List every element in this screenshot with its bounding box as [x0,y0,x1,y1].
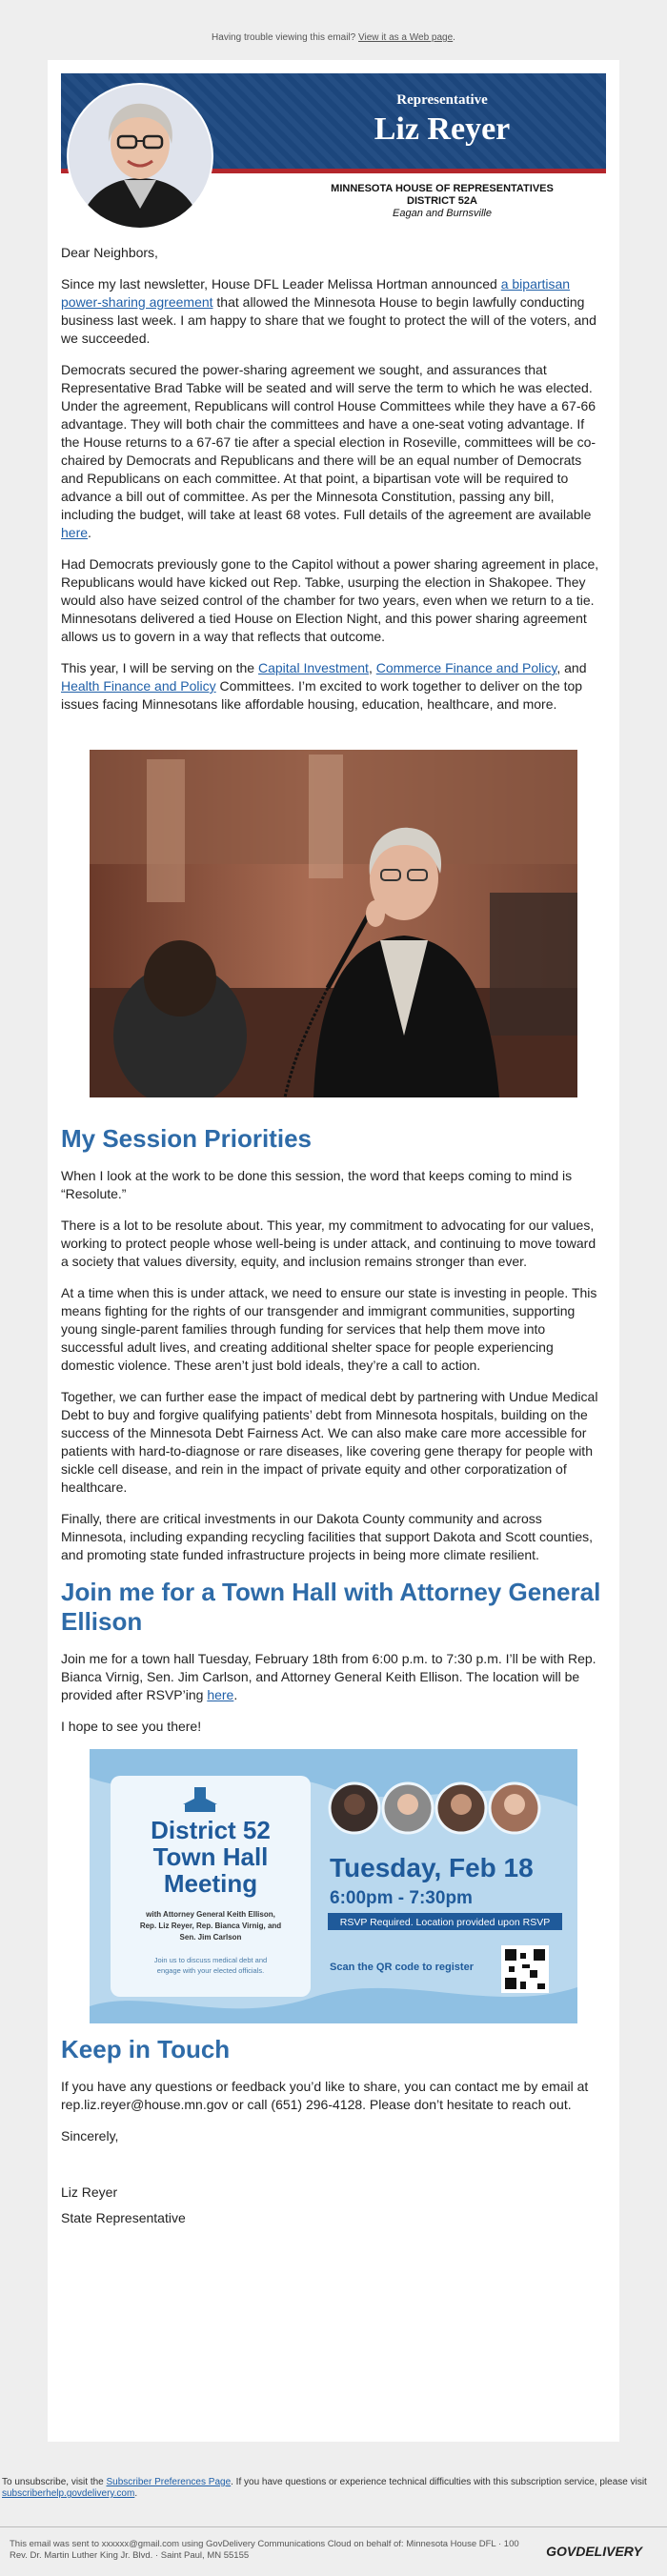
committees-text-a: This year, I will be serving on the [61,660,258,675]
townhall-closing: I hope to see you there! [61,1719,202,1734]
rep-portrait [69,85,212,228]
tabke-paragraph: Had Democrats previously gone to the Capitol without a power sharing agreement in place, Republicans would have kicked out Rep. Tabke, usurping the election in Shakopee. They would also have seized control of the chamber for two years, even when we return to a tie. Minnesotans delivered a tied House on Election Night, and this power sharing agreement allows us to govern in a way that reflects that outcome. [61,556,599,644]
agreement-paragraph [61,361,606,542]
townhall-text: Join me for a town hall Tuesday, February 18th from 6:00 p.m. to 7:30 p.m. I’ll be with Rep. Bianca Virnig, Sen. Jim Carlson, and Attorney General Keith Ellison. The location will be provided after RSVP’ing [61,1651,596,1702]
intro-paragraph [61,275,606,348]
committees-sep-2: , and [556,660,587,675]
portrait-image [69,85,212,228]
priorities-p2: There is a lot to be resolute about. This year, my commitment to advocating for our values, working to protect people whose well-being is under attack, and continuing to move toward a society that values diversity, equity, and inclusion remains stronger than ever. [61,1218,596,1269]
health-finance-link[interactable]: Health Finance and Policy [61,678,216,694]
flyer-qr-prompt: Scan the QR code to register [330,1962,474,1973]
unsub-text-a: To unsubscribe, visit the [2,2477,107,2487]
flyer-join-2: engage with your elected officials. [156,1966,265,1975]
townhall-paragraph [61,1650,606,1704]
capital-investment-link[interactable]: Capital Investment [258,660,369,675]
priorities-p4: Together, we can further ease the impact of medical debt by partnering with Undue Medical Debt to buy and forgive qualifying patients’ debt from Minnesota hospitals, building on the success of the Minnesota Debt Fairness Act. We can also make care more accessible for patients with hard-to-diagnose or rare diseases, like covering gene therapy for people with sickle cell disease, and rein in the impact of private equity and other corporatization of healthcare. [61,1389,598,1495]
flyer-with-3: Sen. Jim Carlson [179,1933,242,1942]
view-in-browser-notice [0,0,667,59]
view-web-page-link[interactable]: View it as a Web page [358,32,454,43]
rsvp-link[interactable]: here [207,1687,234,1702]
house-name: MINNESOTA HOUSE OF REPRESENTATIVES [331,183,554,194]
townhall-text-end: . [233,1687,238,1702]
closing: Sincerely, [61,2128,119,2143]
flyer-join-1: Join us to discuss medical debt and [153,1956,268,1964]
flyer-time: 6:00pm - 7:30pm [330,1888,473,1908]
subscriber-help-link[interactable]: subscriberhelp.govdelivery.com [2,2488,135,2499]
power-sharing-link[interactable]: a bipartisan power-sharing agreement [61,276,571,310]
flyer-title-3: Meeting [163,1869,258,1898]
townhall-heading: Join me for a Town Hall with Attorney General Ellison [61,1578,601,1636]
priorities-p3: At a time when this is under attack, we need to ensure our state is investing in people. This means fighting for the rights of our transgender and immigrant communities, supporting young single-parent families through funding for services that help them move into successful adult lives, and creating additional shelter space for people experiencing domestic violence. These aren’t just bold ideals, they’re a call to action. [61,1285,597,1373]
unsub-text-c: . [134,2488,138,2499]
intro-text-b: that allowed the Minnesota House to begin lawfully conducting business last week. I am happy to share that we fought to protect the will of the voters, and we succeeded. [61,294,596,346]
unsubscribe-notice [0,2477,667,2500]
district-number: DISTRICT 52A [407,195,477,207]
email-footer [0,2477,667,2562]
contact-paragraph: If you have any questions or feedback you’d like to share, you can contact me by email at rep.liz.reyer@house.mn.gov or call (651) 296-4128. Please don’t hesitate to reach out. [61,2079,589,2112]
flyer-title-2: Town Hall [152,1842,269,1871]
agreement-details-link[interactable]: here [61,525,89,540]
rep-label: Representative [396,92,488,108]
committees-sep-1: , [368,660,376,675]
flyer-title-1: District 52 [151,1816,271,1844]
govdelivery-logo[interactable]: GOVDELIVERY [546,2544,642,2559]
notice-text: Having trouble viewing this email? [212,32,359,43]
signature-title: State Representative [61,2210,186,2225]
floor-speech-photo [90,750,577,1097]
footer-divider [0,2526,667,2527]
notice-suffix: . [453,32,455,43]
committees-paragraph [61,659,606,714]
keep-in-touch-heading: Keep in Touch [61,2035,231,2063]
newsletter-body [48,244,619,2227]
flyer-rsvp: RSVP Required. Location provided upon RSVP [339,1917,551,1928]
priorities-heading: My Session Priorities [61,1124,312,1153]
flyer-with-1: with Attorney General Keith Ellison, [146,1910,275,1919]
rep-name: Liz Reyer [374,111,511,147]
newsletter-header [61,73,606,231]
intro-text-a: Since my last newsletter, House DFL Leader Melissa Hortman announced [61,276,501,292]
townhall-flyer [90,1749,577,2023]
priorities-p5: Finally, there are critical investments in our Dakota County community and across Minnesota, including expanding recycling facilities that support Dakota and Scott counties, and promoting state funded infrastructure projects in being more climate resilient. [61,1511,593,1562]
district-info [280,183,604,220]
signature-name: Liz Reyer [61,2184,118,2200]
sent-line-2: Rev. Dr. Martin Luther King Jr. Blvd. · Saint Paul, MN 55155 [10,2550,250,2561]
priorities-p1: When I look at the work to be done this session, the word that keeps coming to mind is “Resolute.” [61,1168,573,1201]
agreement-text-end: . [88,525,91,540]
email-card [48,60,619,2442]
flyer-with-2: Rep. Liz Reyer, Rep. Bianca Virnig, and [139,1922,282,1930]
subscriber-preferences-link[interactable]: Subscriber Preferences Page [106,2477,232,2487]
sent-line-1: This email was sent to xxxxxx@gmail.com using GovDelivery Communications Cloud on behalf of: Minnesota House DFL · 100 [10,2539,519,2549]
qr-code [501,1945,549,1993]
committees-text-b: Committees. I’m excited to work together to deliver on the top issues facing Minnesotans like affordable housing, education, healthcare, and more. [61,678,583,712]
greeting: Dear Neighbors, [61,245,158,260]
district-cities: Eagan and Burnsville [393,208,492,219]
unsub-text-b: . If you have questions or experience technical difficulties with this subscription service, please visit [231,2477,647,2487]
flyer-date: Tuesday, Feb 18 [330,1853,534,1882]
commerce-finance-link[interactable]: Commerce Finance and Policy [375,660,557,675]
agreement-text: Democrats secured the power-sharing agreement we sought, and assurances that Representative Brad Tabke will be seated and will serve the term to which he was elected. Under the agreement, Republicans will control House Committees while they have a 67-66 advantage. They will both chair the committees and have a one-seat voting advantage. If the House returns to a 67-67 tie after a special election in Roseville, committees will be co-chaired by Democrats and Republicans and there will be an equal number of Democrats and Republicans on each committee. At that point, a bipartisan vote will be required to advance a bill out of committee. As per the Minnesota Constitution, passing any bill, including the budget, will take at least 68 votes. Full details of the agreement are available [61,362,596,522]
